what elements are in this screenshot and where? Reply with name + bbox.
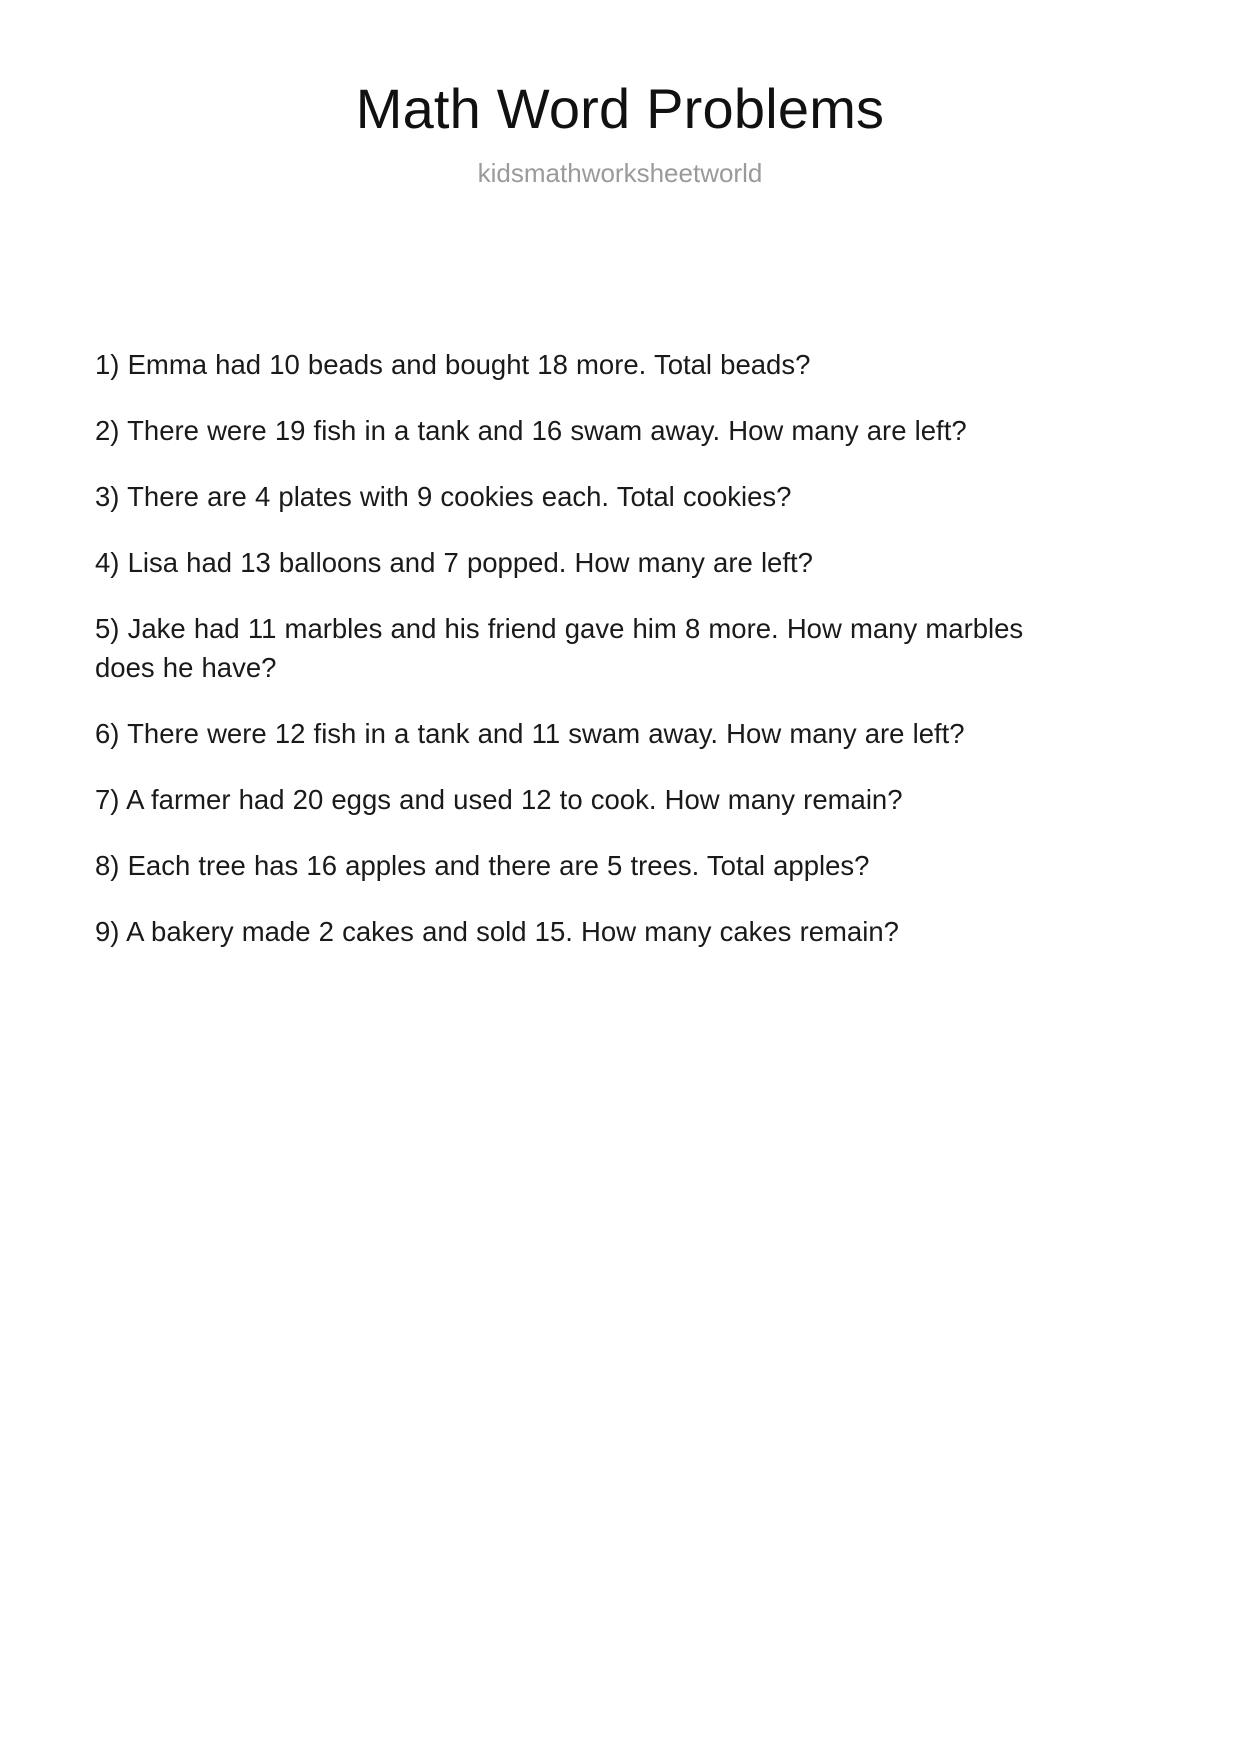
page-title: Math Word Problems [355, 77, 885, 140]
list-item: 6) There were 12 fish in a tank and 11 swam away. How many are left? [95, 718, 965, 750]
worksheet-header [0, 0, 1240, 189]
list-item: 8) Each tree has 16 apples and there are 5 trees. Total apples? [95, 850, 870, 882]
list-item: 7) A farmer had 20 eggs and used 12 to cook. How many remain? [95, 784, 903, 816]
list-item: 2) There were 19 fish in a tank and 16 swam away. How many are left? [95, 415, 967, 447]
list-item: 3) There are 4 plates with 9 cookies each. Total cookies? [95, 481, 792, 513]
list-item: 9) A bakery made 2 cakes and sold 15. How many cakes remain? [95, 916, 899, 948]
site-attribution: kidsmathworksheetworld [477, 157, 763, 188]
list-item: 5) Jake had 11 marbles and his friend gave him 8 more. How many marbles does he have? [95, 613, 1024, 684]
list-item: 1) Emma had 10 beads and bought 18 more. Total beads? [95, 349, 811, 380]
list-item: 4) Lisa had 13 balloons and 7 popped. How many are left? [95, 547, 813, 579]
problem-list [95, 345, 1030, 978]
